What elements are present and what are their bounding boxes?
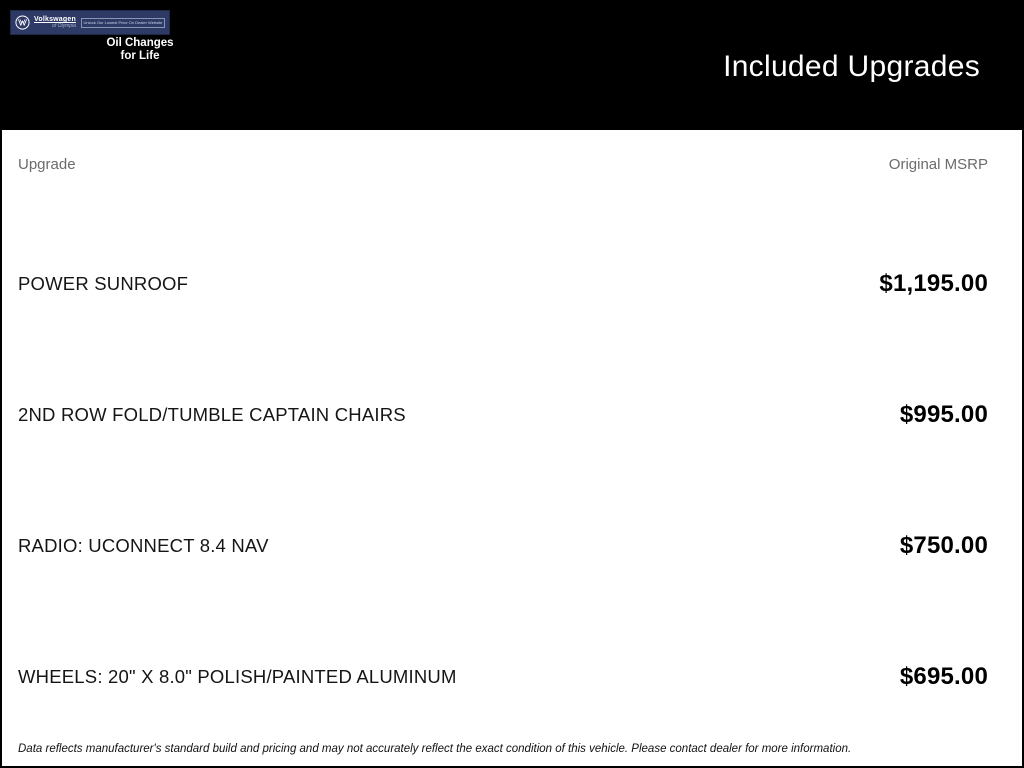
page-header	[2, 2, 1022, 130]
column-header-upgrade: Upgrade	[18, 156, 76, 173]
banner-cta-button[interactable]: Unlock Our Lowest Price On Dealer Website	[81, 18, 165, 28]
upgrade-price: $750.00	[899, 532, 988, 559]
upgrade-name: 2ND ROW FOLD/TUMBLE CAPTAIN CHAIRS	[18, 404, 406, 425]
upgrade-name: WHEELS: 20" X 8.0" POLISH/PAINTED ALUMINUM	[18, 666, 457, 687]
upgrade-name: RADIO: UCONNECT 8.4 NAV	[18, 535, 269, 556]
volkswagen-logo-icon	[15, 15, 30, 30]
page-title: Included Upgrades	[723, 50, 980, 83]
disclaimer-text: Data reflects manufacturer's standard build and pricing and may not accurately reflect the exact condition of this vehicle. Please contact dealer for more information.	[18, 743, 852, 755]
dealer-brand-location: of Olympia	[52, 23, 76, 29]
table-row	[18, 395, 988, 435]
dealer-brand-name: Volkswagen	[34, 16, 76, 23]
table-row	[18, 264, 988, 304]
upgrade-price: $695.00	[899, 663, 988, 690]
upgrade-price: $1,195.00	[879, 270, 988, 297]
table-column-headers	[18, 156, 988, 173]
upgrades-table	[2, 130, 1022, 755]
tagline-line1: Oil Changes	[106, 37, 174, 49]
oil-changes-tagline	[102, 37, 178, 63]
column-header-msrp: Original MSRP	[888, 156, 988, 173]
dealer-ad-banner[interactable]	[10, 10, 170, 35]
upgrade-name: POWER SUNROOF	[18, 273, 189, 294]
table-row	[18, 657, 988, 697]
tagline-line2: for Life	[120, 50, 160, 63]
upgrade-price: $995.00	[899, 401, 988, 428]
dealer-brand	[34, 16, 76, 29]
table-row	[18, 526, 988, 566]
